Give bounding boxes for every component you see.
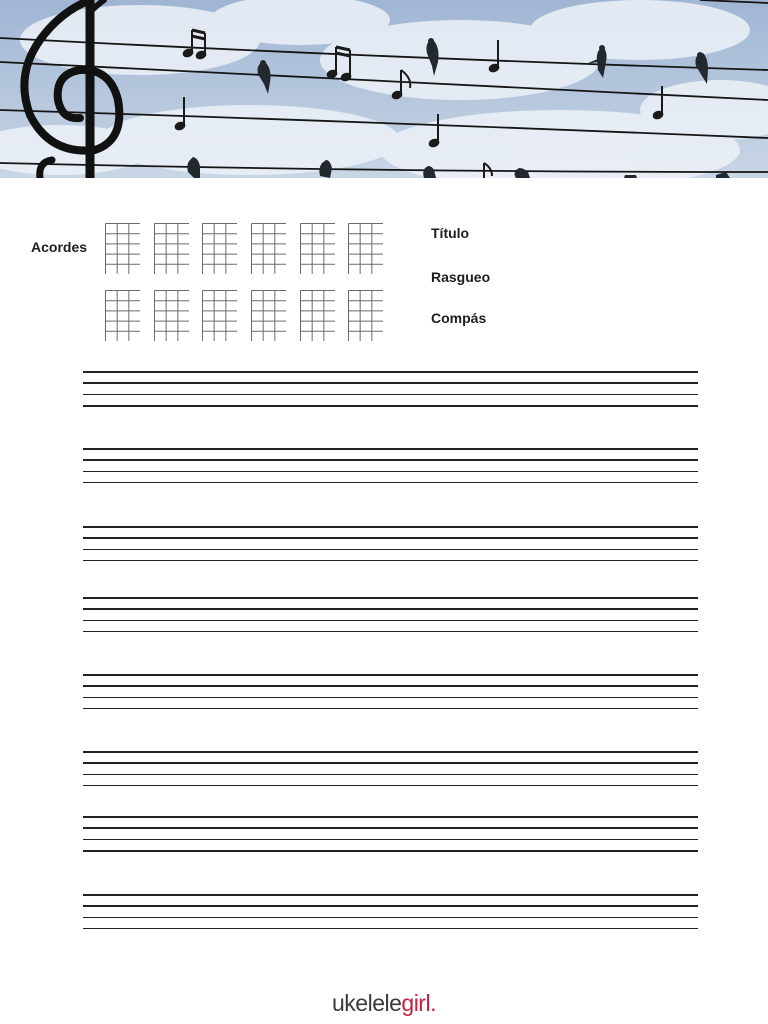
staff-line — [83, 459, 698, 461]
staff-line — [83, 394, 698, 396]
staff-line — [83, 371, 698, 373]
staff-line — [83, 839, 698, 841]
chord-diagram — [154, 223, 189, 274]
staff-line — [83, 526, 698, 528]
logo-text-girl: girl — [401, 990, 431, 1016]
chord-diagram — [202, 223, 237, 274]
staff-line — [83, 674, 698, 676]
strum-label: Rasgueo — [431, 269, 491, 285]
staff-line — [83, 762, 698, 764]
tab-staff — [83, 371, 698, 407]
tab-staff — [83, 597, 698, 633]
chord-diagram — [348, 223, 383, 274]
staff-line — [83, 708, 698, 710]
staff-line — [83, 448, 698, 450]
staff-line — [83, 405, 698, 407]
staff-line — [83, 827, 698, 829]
staff-line — [83, 560, 698, 562]
staff-line — [83, 850, 698, 853]
staff-line — [83, 785, 698, 787]
staff-line — [83, 537, 698, 539]
staff-line — [83, 620, 698, 622]
tab-staff — [83, 674, 698, 710]
chord-diagram — [300, 223, 335, 274]
banner-illustration — [0, 0, 768, 178]
title-label: Título — [431, 225, 470, 241]
chord-diagram — [202, 290, 237, 341]
tab-staff — [83, 751, 698, 787]
staff-line — [83, 471, 698, 473]
staff-line — [83, 894, 698, 896]
logo-text-ukelele: ukelele — [332, 990, 402, 1016]
staff-line — [83, 597, 698, 599]
chord-diagram — [105, 223, 140, 274]
staff-line — [83, 382, 698, 384]
tab-staff — [83, 894, 698, 930]
chord-diagram — [105, 290, 140, 341]
staff-line — [83, 751, 698, 753]
staff-line — [83, 774, 698, 776]
staff-line — [83, 905, 698, 907]
tab-staff — [83, 816, 698, 852]
chord-diagram — [251, 223, 286, 274]
chord-diagram — [348, 290, 383, 341]
footer-logo — [0, 990, 768, 1017]
tab-staff — [83, 526, 698, 562]
chord-diagram — [300, 290, 335, 341]
staff-line — [83, 608, 698, 610]
staff-line — [83, 631, 698, 633]
header-banner — [0, 0, 768, 178]
staff-line — [83, 549, 698, 551]
staff-line — [83, 482, 698, 484]
staff-line — [83, 685, 698, 687]
staff-line — [83, 917, 698, 919]
logo-dot: . — [430, 990, 436, 1016]
chords-label: Acordes — [31, 239, 88, 255]
chord-diagram — [251, 290, 286, 341]
staff-line — [83, 816, 698, 818]
time-signature-label: Compás — [431, 310, 487, 326]
tab-staff — [83, 448, 698, 484]
staff-line — [83, 697, 698, 699]
chord-diagram — [154, 290, 189, 341]
staff-line — [83, 928, 698, 930]
